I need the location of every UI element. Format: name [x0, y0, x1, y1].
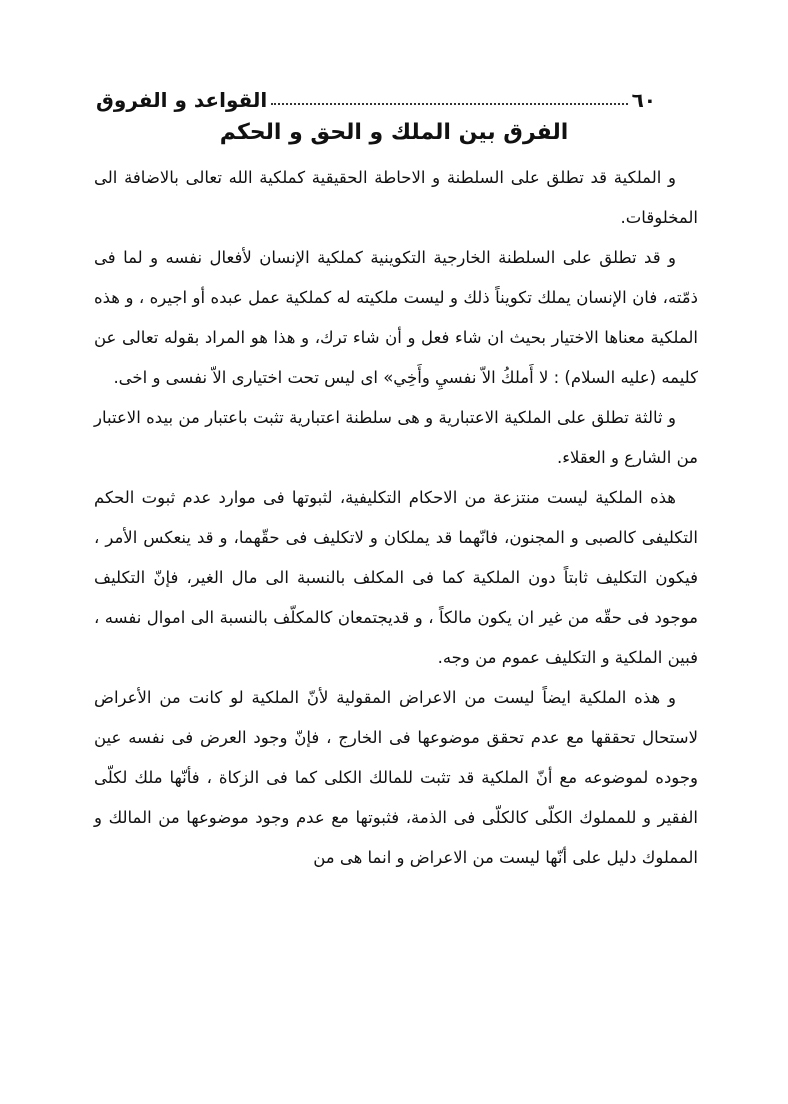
paragraph: و قد تطلق على السلطنة الخارجية التكوينية كملكية الإنسان لأفعال نفسه و لما فى ذمّته، فان الإنسان يملك تكويناً ذلك و ليست ملكيته له كملكية عمل عبده أو اجيره ، و هذه الملكية معناها الاختيار بحيث ان شاء فعل و أن شاء ترك، و هذا هو المراد بقوله تعالى عن كليمه (عليه السلام) : لا أَملكُ الاّ نفسيِ وأَخِي» اى ليس تحت اختيارى الاّ نفسى و اخى. [94, 248, 698, 387]
paragraph: و الملكية قد تطلق على السلطنة و الاحاطة الحقيقية كملكية الله تعالى بالاضافة الى المخلوقات. [94, 168, 698, 227]
paragraph: و هذه الملكية ايضاً ليست من الاعراض المقولية لأنّ الملكية لو كانت من الأعراض لاستحال تحققها مع عدم تحقق موضوعها فى الخارج ، فإنّ وجود العرض فى نفسه عين وجوده لموضوعه مع أنّ الملكية قد تثبت للمالك الكلى كما فى الزكاة ، فأنّها ملك لكلّى الفقير و للمملوك الكلّى كالكلّى فى الذمة، فثبوتها مع عدم وجود موضوعها من المالك و المملوك دليل على أنّها ليست من الاعراض و انما هى من [94, 688, 698, 867]
leader-dots [271, 103, 627, 105]
section-heading: الفرق بين الملك و الحق و الحكم [219, 120, 569, 145]
page-number: ٦٠ [631, 88, 656, 112]
paragraph: هذه الملكية ليست منتزعة من الاحكام التكليفية، لثبوتها فى موارد عدم ثبوت الحكم التكليفى كالصبى و المجنون، فانّهما قد يملكان و لاتكليف فى حقّهما، و قد ينعكس الأمر ، فيكون التكليف ثابتاً دون الملكية كما فى المكلف بالنسبة الى مال الغير، فإنّ التكليف موجود فى حقّه من غير ان يكون مالكاً ، و قديجتمعان كالمكلّف بالنسبة الى اموال نفسه ، فبين الملكية و التكليف عموم من وجه. [94, 488, 698, 667]
running-header [96, 82, 656, 112]
paragraph: و ثالثة تطلق على الملكية الاعتبارية و هى سلطنة اعتبارية تثبت باعتبار من بيده الاعتبار من الشارع و العقلاء. [94, 408, 698, 467]
book-title: القواعد و الفروق [96, 88, 268, 112]
body-text [94, 158, 698, 878]
